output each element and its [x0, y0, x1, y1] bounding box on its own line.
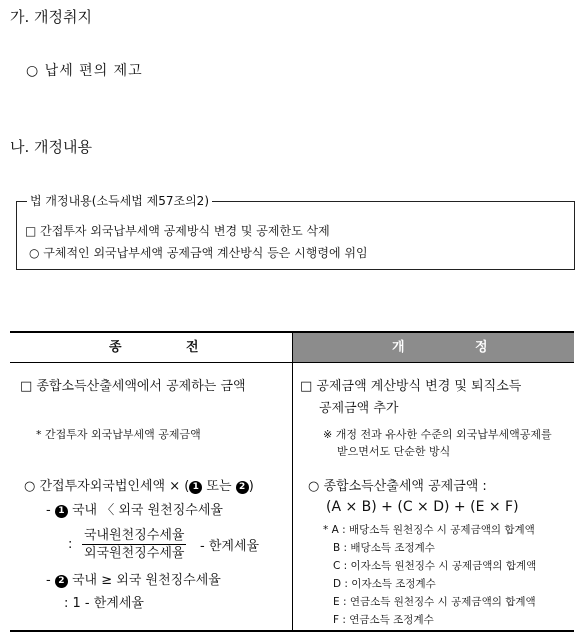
section-b-heading: 나. 개정내용: [10, 138, 92, 156]
comparison-table: [10, 331, 574, 632]
fraction-numerator: 국내원천징수세율: [84, 528, 185, 543]
fraction-denominator: 외국원천징수세율: [84, 546, 185, 561]
definition-d: D : 이자소득 조정계수: [333, 578, 436, 590]
tax-rate-fraction: [82, 528, 186, 562]
before-item-2-prefix: ○ 간접투자외국법인세액 × (: [24, 479, 190, 494]
header-after-char-1: 개: [392, 340, 405, 355]
before-item-2-suffix: ): [248, 479, 254, 494]
law-box-line-2: ○ 구체적인 외국납부세액 공제금액 계산방식 등은 시행령에 위임: [29, 246, 368, 260]
case-2-dash: -: [46, 573, 51, 588]
after-item-1-line-2: 공제금액 추가: [319, 401, 399, 416]
before-item-2-or: 또는: [202, 479, 236, 494]
case-2-marker-icon: 2: [55, 575, 68, 588]
law-amendment-box: [16, 194, 575, 270]
before-item-2: [24, 475, 254, 494]
purpose-item: ○ 납세 편의 제고: [26, 63, 143, 79]
marker-1-icon: 1: [189, 481, 202, 494]
header-before: [10, 333, 292, 363]
case-2-line: [46, 569, 221, 588]
definition-c: C : 이자소득 원천징수 시 공제금액의 합계액: [333, 560, 537, 572]
law-box-title: 법 개정내용(소득세법 제57조의2): [27, 192, 212, 209]
after-note-line-2: 받으면서도 단순한 방식: [337, 445, 451, 458]
after-item-2: ○ 종합소득산출세액 공제금액 :: [308, 479, 487, 494]
before-item-1: □ 종합소득산출세액에서 공제하는 금액: [20, 379, 246, 394]
after-item-1-line-1: □ 공제금액 계산방식 변경 및 퇴직소득: [300, 379, 522, 394]
formula: (A × B) + (C × D) + (E × F): [326, 499, 519, 515]
section-a-heading: 가. 개정취지: [10, 8, 92, 26]
header-before-char-1: 종: [109, 340, 122, 355]
case-2-value: : 1 - 한계세율: [64, 596, 144, 611]
case-1-line: [46, 499, 223, 518]
header-after: [292, 333, 574, 363]
fraction-colon: :: [68, 537, 73, 552]
case-1-text: 국내 〈 외국 원천징수세율: [71, 503, 223, 518]
case-1-dash: -: [46, 503, 51, 518]
fraction-suffix: - 한계세율: [200, 539, 260, 554]
after-note-line-1: ※ 개정 전과 유사한 수준의 외국납부세액공제를: [323, 428, 552, 441]
case-1-marker-icon: 1: [55, 505, 68, 518]
case-2-text: 국내 ≥ 외국 원천징수세율: [71, 573, 221, 588]
header-after-char-2: 정: [475, 340, 488, 355]
header-before-char-2: 전: [186, 340, 199, 355]
definition-a: * A : 배당소득 원천징수 시 공제금액의 합계액: [323, 524, 535, 536]
definition-b: B : 배당소득 조정계수: [333, 542, 435, 554]
marker-2-icon: 2: [236, 481, 249, 494]
before-note-1: * 간접투자 외국납부세액 공제금액: [36, 428, 201, 441]
column-divider: [292, 333, 293, 630]
definition-e: E : 연금소득 원천징수 시 공제금액의 합계액: [333, 596, 536, 608]
law-box-line-1: □ 간접투자 외국납부세액 공제방식 변경 및 공제한도 삭제: [25, 224, 330, 238]
definition-f: F : 연금소득 조정계수: [333, 614, 434, 626]
